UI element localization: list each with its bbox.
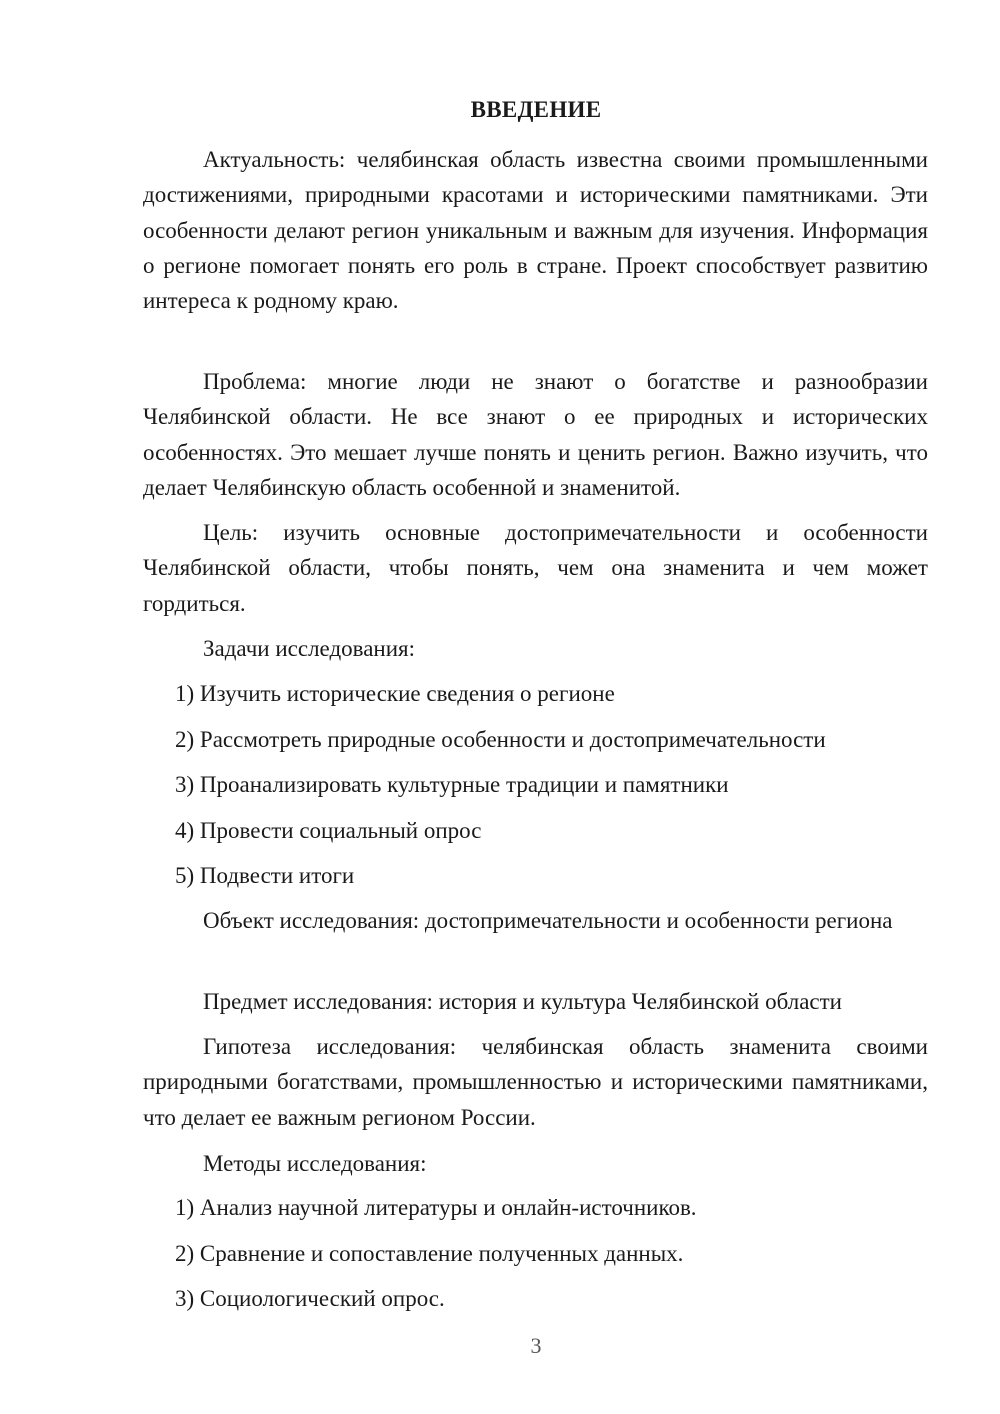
section-title: ВВЕДЕНИЕ: [470, 97, 602, 122]
task-item-2: 2) Рассмотреть природные особенности и достопримечательности: [175, 727, 826, 752]
tasks-heading: Задачи исследования:: [203, 636, 416, 661]
method-item-2: 2) Сравнение и сопоставление полученных данных.: [175, 1241, 684, 1266]
task-item-3: 3) Проанализировать культурные традиции и памятники: [175, 772, 729, 797]
hypothesis-paragraph: Гипотеза исследования: челябинская область знаменита своими природными богатствами, промышленностью и историческими памятниками, что делает ее важным регионом России.: [143, 1034, 928, 1130]
page-number: 3: [530, 1333, 542, 1358]
goal-paragraph: Цель: изучить основные достопримечательности и особенности Челябинской области, чтобы понять, чем она знаменита и чем может гордиться.: [143, 520, 928, 616]
task-item-4: 4) Провести социальный опрос: [175, 818, 482, 843]
object-paragraph: Объект исследования: достопримечательности и особенности региона: [203, 908, 893, 933]
task-item-5: 5) Подвести итоги: [175, 863, 355, 888]
subject-paragraph: Предмет исследования: история и культура Челябинской области: [203, 989, 842, 1014]
methods-heading: Методы исследования:: [203, 1151, 427, 1176]
relevance-paragraph: Актуальность: челябинская область известна своими промышленными достижениями, природными красотами и историческими памятниками. Эти особенности делают регион уникальным и важным для изучения. Информация о регионе помогает понять его роль в стране. Проект способствует развитию интереса к родному краю.: [143, 147, 928, 314]
method-item-1: 1) Анализ научной литературы и онлайн-источников.: [175, 1195, 697, 1220]
problem-paragraph: Проблема: многие люди не знают о богатстве и разнообразии Челябинской области. Не все знают о ее природных и исторических особенностях. Это мешает лучше понять и ценить регион. Важно изучить, что делает Челябинскую область особенной и знаменитой.: [143, 369, 928, 500]
method-item-3: 3) Социологический опрос.: [175, 1286, 445, 1311]
task-item-1: 1) Изучить исторические сведения о регионе: [175, 681, 615, 706]
